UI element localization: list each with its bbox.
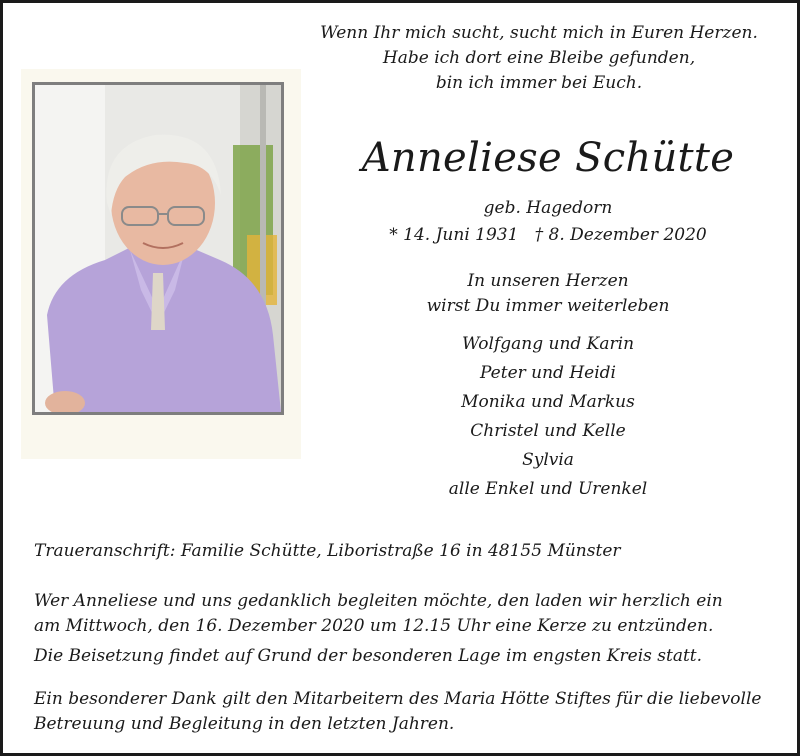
mourning-address bbox=[34, 539, 774, 564]
remembrance-line: wirst Du immer weiterleben bbox=[426, 296, 670, 316]
motto-line: Wenn Ihr mich sucht, sucht mich in Euren Herzen. bbox=[320, 23, 758, 43]
mourner-entry: alle Enkel und Urenkel bbox=[448, 479, 648, 499]
motto-poem bbox=[299, 21, 779, 96]
mourner-entry: Peter und Heidi bbox=[480, 363, 616, 383]
burial-line: Die Beisetzung findet auf Grund der besonderen Lage im engsten Kreis statt. bbox=[34, 646, 703, 666]
thanks-line: Betreuung und Begleitung in den letzten Jahren. bbox=[34, 714, 455, 734]
portrait-photo bbox=[32, 82, 284, 415]
life-dates: * 14. Juni 1931 † 8. Dezember 2020 bbox=[389, 225, 707, 245]
thanks-line: Ein besonderer Dank gilt den Mitarbeitern des Maria Hötte Stiftes für die liebevolle bbox=[34, 689, 762, 709]
motto-line: Habe ich dort eine Bleibe gefunden, bbox=[382, 48, 696, 68]
mourner-entry: Monika und Markus bbox=[461, 392, 635, 412]
invitation-text bbox=[34, 589, 774, 639]
burial-notice bbox=[34, 644, 774, 669]
remembrance-line: In unseren Herzen bbox=[467, 271, 629, 291]
mourner-entry: Sylvia bbox=[522, 450, 574, 470]
mourners-list bbox=[333, 330, 763, 504]
motto-line: bin ich immer bei Euch. bbox=[435, 73, 643, 93]
mourner-entry: Wolfgang und Karin bbox=[461, 334, 635, 354]
deceased-name: Anneliese Schütte bbox=[361, 135, 735, 181]
address-line: Traueranschrift: Familie Schütte, Liboristraße 16 in 48155 Münster bbox=[34, 541, 621, 561]
thanks-text bbox=[34, 687, 774, 737]
birth-name: geb. Hagedorn bbox=[483, 198, 613, 218]
mourner-entry: Christel und Kelle bbox=[470, 421, 626, 441]
invitation-line: Wer Anneliese und uns gedanklich begleiten möchte, den laden wir herzlich ein bbox=[34, 591, 723, 611]
invitation-line: am Mittwoch, den 16. Dezember 2020 um 12.15 Uhr eine Kerze zu entzünden. bbox=[34, 616, 714, 636]
remembrance-text bbox=[333, 269, 763, 319]
